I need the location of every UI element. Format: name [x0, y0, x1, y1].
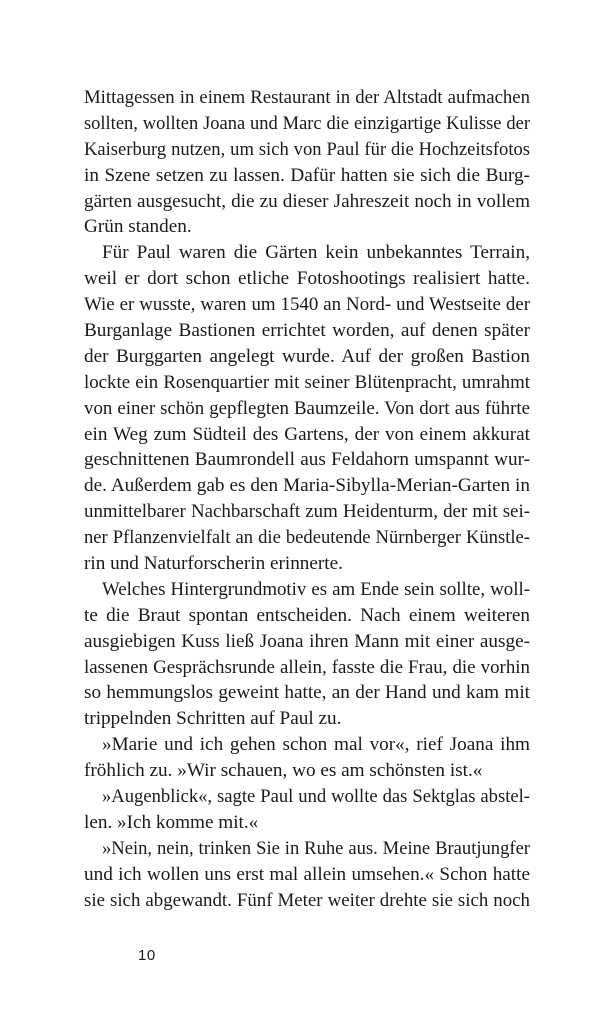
text-line: ner Pflanzenvielfalt an die bedeutende Nürnberger Künstle- — [84, 527, 530, 549]
body-text — [84, 85, 530, 914]
text-line: »Nein, nein, trinken Sie in Ruhe aus. Meine Brautjungfer — [102, 837, 530, 859]
text-line: rin und Naturforscherin erinnerte. — [84, 553, 343, 575]
text-line: weil er dort schon etliche Fotoshootings realisiert hatte. — [84, 268, 530, 290]
paragraph — [84, 732, 530, 784]
text-line: und ich wollen uns erst mal allein umsehen.« Schon hatte — [84, 863, 530, 885]
text-line: geschnittenen Baumrondell aus Feldahorn umspannt wur- — [84, 449, 530, 471]
text-line: len. »Ich komme mit.« — [84, 811, 259, 833]
text-line: in Szene setzen zu lassen. Dafür hatten sie sich die Burg- — [84, 164, 530, 186]
text-line: so hemmungslos geweint hatte, an der Hand und kam mit — [84, 682, 530, 704]
text-line: von einer schön gepflegten Baumzeile. Von dort aus führte — [84, 397, 530, 419]
text-line: lassenen Gesprächsrunde allein, fasste die Frau, die vorhin — [84, 656, 530, 678]
text-line: sollten, wollten Joana und Marc die einzigartige Kulisse der — [84, 112, 530, 133]
text-line: gärten ausgesucht, die zu dieser Jahreszeit noch in vollem — [84, 190, 530, 212]
paragraph — [84, 240, 530, 577]
text-line: der Burggarten angelegt wurde. Auf der großen Bastion — [84, 345, 530, 367]
text-line: »Augenblick«, sagte Paul und wollte das Sektglas abstel- — [102, 786, 530, 808]
page-number: 10 — [138, 947, 156, 964]
text-line: lockte ein Rosenquartier mit seiner Blütenpracht, umrahmt — [84, 371, 530, 393]
text-line: fröhlich zu. »Wir schauen, wo es am schönsten ist.« — [84, 760, 483, 782]
paragraph — [84, 784, 530, 836]
text-line: ausgiebigen Kuss ließ Joana ihren Mann mit einer ausge- — [84, 630, 530, 652]
text-line: Welches Hintergrundmotiv es am Ende sein sollte, woll- — [102, 578, 530, 600]
paragraph — [84, 85, 530, 240]
text-line: Wie er wusste, waren um 1540 an Nord- und Westseite der — [84, 294, 530, 316]
text-line: Für Paul waren die Gärten kein unbekanntes Terrain, — [102, 242, 530, 264]
text-line: ein Weg zum Südteil des Gartens, der von einem akkurat — [84, 423, 530, 445]
text-line: de. Außerdem gab es den Maria-Sibylla-Merian-Garten in — [84, 475, 530, 497]
text-line: sie sich abgewandt. Fünf Meter weiter drehte sie sich noch — [84, 889, 530, 911]
text-line: Mittagessen in einem Restaurant in der Altstadt aufmachen — [84, 87, 530, 108]
text-line: Grün standen. — [84, 216, 192, 238]
paragraph — [84, 836, 530, 914]
text-line: te die Braut spontan entscheiden. Nach einem weiteren — [84, 604, 530, 626]
text-line: unmittelbarer Nachbarschaft zum Heidenturm, der mit sei- — [84, 501, 530, 523]
text-line: Kaiserburg nutzen, um sich von Paul für die Hochzeitsfotos — [84, 138, 530, 160]
text-line: Burganlage Bastionen errichtet worden, auf denen später — [84, 320, 530, 342]
text-line: »Marie und ich gehen schon mal vor«, rief Joana ihm — [102, 734, 530, 756]
text-line: trippelnden Schritten auf Paul zu. — [84, 708, 342, 730]
paragraph — [84, 577, 530, 732]
